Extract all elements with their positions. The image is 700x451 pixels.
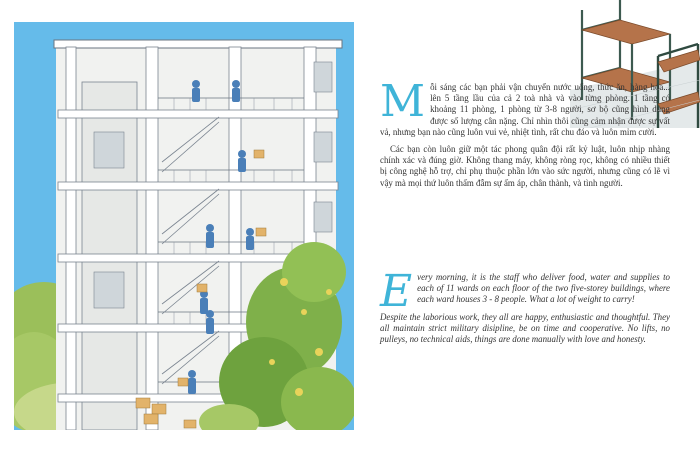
building-illustration xyxy=(14,22,354,430)
english-paragraph-2: Despite the laborious work, they all are happy, enthusiastic and thoughtful. They all maintain strict military disipline, be on time and cooperative. No lifts, no pulleys, no technical aids, things are done manually with love and honesty. xyxy=(380,311,670,345)
vietnamese-paragraph-1 xyxy=(380,76,670,138)
vietnamese-paragraph-2: Các bạn còn luôn giữ một tác phong quân đội rất kỷ luật, luôn nhịp nhàng chính xác và đúng giờ. Không thang máy, không ròng rọc, không có nhiều thiết bị công nghệ hỗ trợ, chỉ phụ thuộc phần lớn vào sức người, nhưng cũng có lẽ vì vậy mà mọi thứ luôn thấm đẫm sự ấm áp, chân thành, và tình người. xyxy=(380,144,670,188)
vietnamese-text-block xyxy=(380,76,670,195)
english-paragraph-1-text: very morning, it is the staff who deliver food, water and supplies to each of 11 wards on each floor of the two five-storey buildings, where each ward houses 3 - 8 people. What a lot of weight to carry! xyxy=(417,272,670,305)
english-paragraph-1 xyxy=(380,266,670,317)
english-text-block xyxy=(380,266,670,351)
vietnamese-paragraph-1-text: ỗi sáng các bạn phải vận chuyển nước uống, thức ăn, hàng hóa... lên 5 tầng lầu của cả 2 toà nhà và vào từng phòng. 1 tầng có khoảng 11 phòng, 1 phòng từ 3-8 người, sơ bộ cũng hình dung được số lượng cân nặng. Chỉ nhìn thôi cũng cảm nhận được sự vất vả, nhưng bạn nào cũng luôn vui vẻ, nhiệt tình, rất chu đáo và luôn mỉm cười. xyxy=(380,82,670,137)
english-dropcap: E xyxy=(380,266,413,317)
vietnamese-dropcap: M xyxy=(380,76,426,127)
